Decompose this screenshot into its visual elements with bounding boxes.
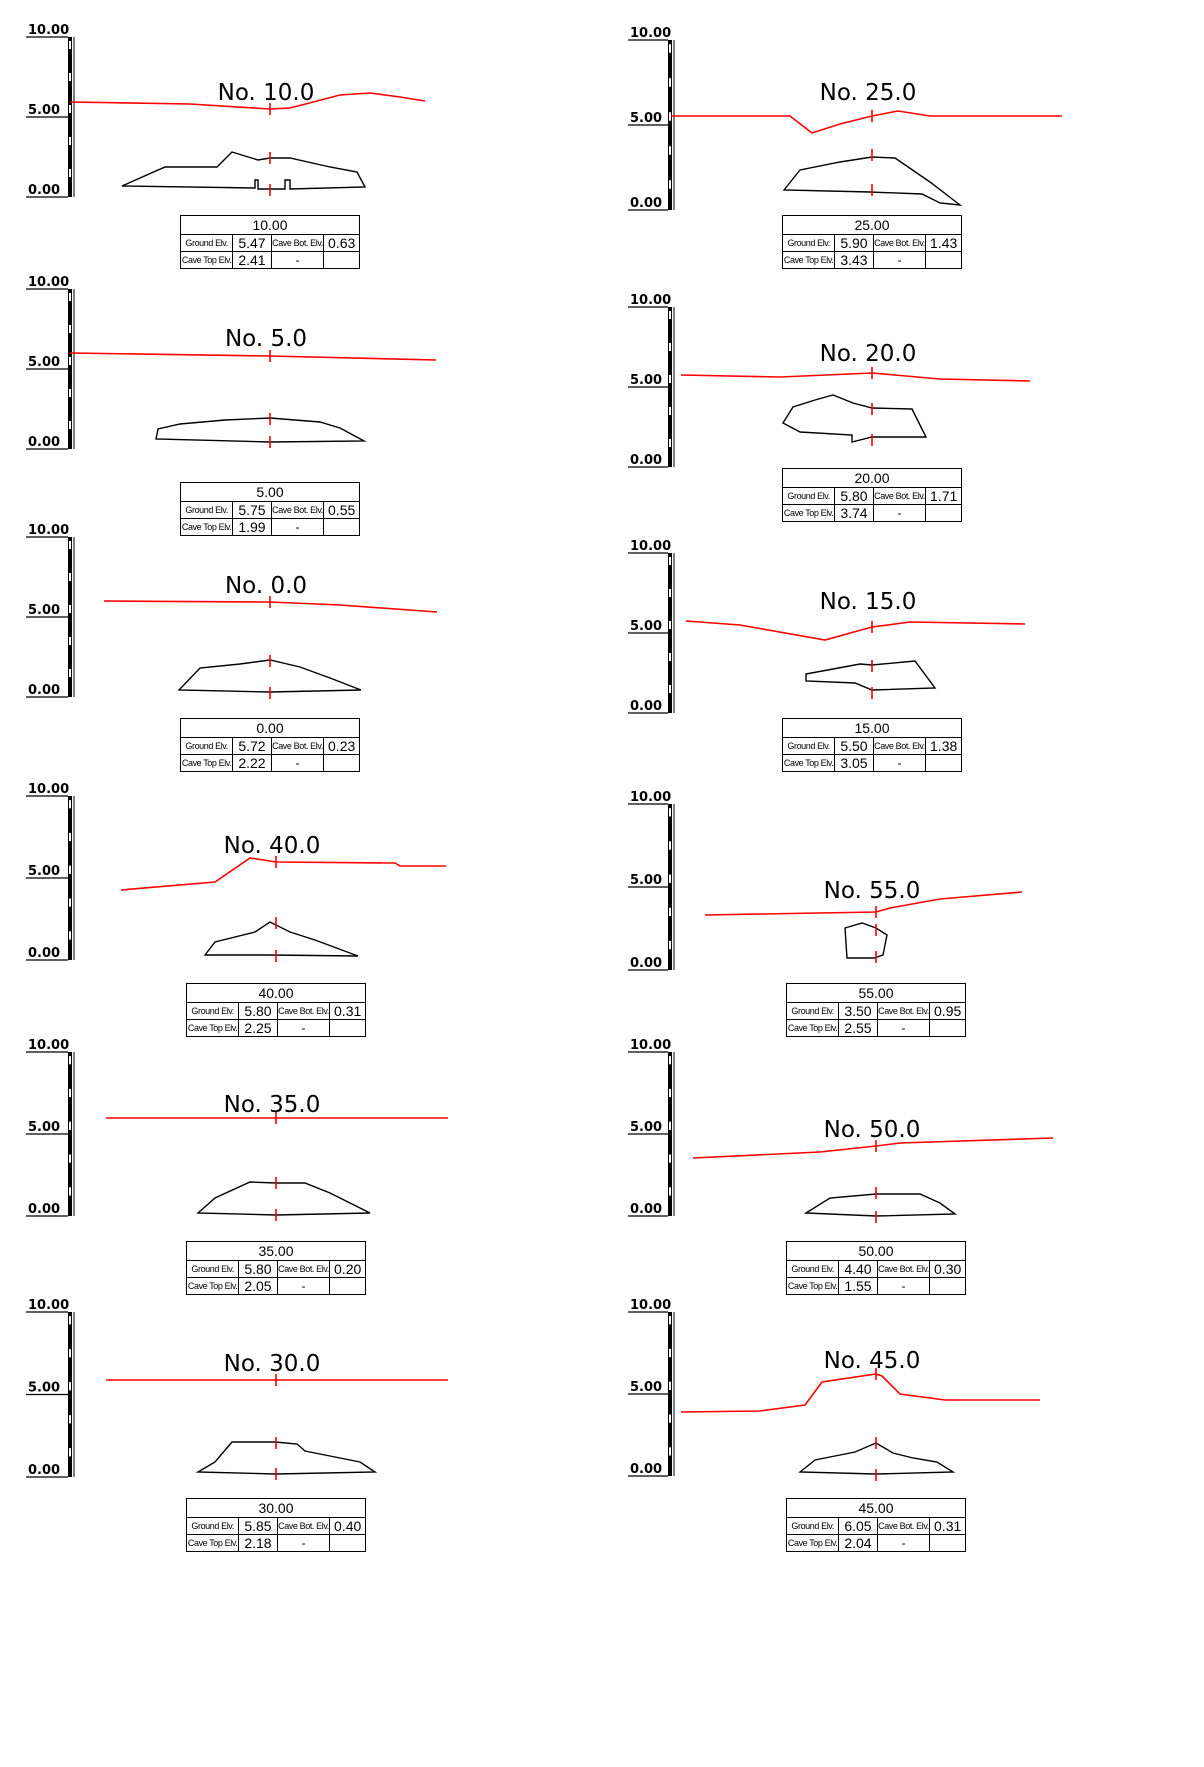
cave-top-elv-label: Cave Top Elv.	[187, 1020, 239, 1037]
cave-bot-elv-value: 1.71	[926, 488, 962, 505]
station-header: 25.00	[783, 216, 962, 235]
cross-section-panel	[628, 288, 1188, 520]
section-title: No. 30.0	[223, 1351, 321, 1377]
empty-value-dash: -	[873, 252, 926, 269]
scale-tick-label: 0.00	[630, 1202, 663, 1217]
cross-section-drawing	[628, 534, 1188, 718]
scale-bar-dash	[669, 653, 671, 661]
scale-bar-dash	[669, 375, 671, 383]
cave-top-elv-label: Cave Top Elv.	[783, 252, 835, 269]
scale-bar-dash	[669, 311, 671, 319]
empty-value-dash: -	[873, 505, 926, 522]
cross-section-panel	[26, 18, 586, 267]
scale-tick-label: 0.00	[28, 183, 61, 198]
cave-top-elv-value: 2.41	[233, 252, 271, 269]
scale-bar-dash	[669, 1056, 671, 1064]
scale-bar-dash	[69, 389, 71, 397]
cave-top-elv-label: Cave Top Elv.	[783, 505, 835, 522]
cross-section-panel	[628, 18, 1188, 267]
cave-bot-elv-label: Cave Bot. Elv.	[877, 1003, 930, 1020]
scale-bar-dash	[69, 1316, 71, 1324]
cross-section-drawing	[628, 1294, 1188, 1498]
scale-bar-dash	[669, 1349, 671, 1357]
cave-outline	[198, 1442, 375, 1474]
section-info-table	[782, 468, 962, 522]
scale-tick-label: 10.00	[630, 1038, 672, 1053]
ground-elv-label: Ground Elv.	[181, 502, 233, 519]
scale-tick-label: 5.00	[630, 373, 663, 388]
cave-outline	[845, 923, 887, 958]
scale-bar-dash	[669, 621, 671, 629]
cave-top-elv-label: Cave Top Elv.	[783, 755, 835, 772]
scale-bar-dash	[69, 325, 71, 333]
section-info-table	[180, 718, 360, 772]
cave-outline	[156, 418, 364, 442]
cave-top-elv-value: 3.43	[835, 252, 873, 269]
cave-outline	[198, 1182, 370, 1215]
cave-top-elv-label: Cave Top Elv.	[787, 1278, 839, 1295]
scale-bar-dash	[69, 1349, 71, 1357]
station-header: 35.00	[187, 1242, 366, 1261]
station-header: 0.00	[181, 719, 360, 738]
scale-bar-dash	[69, 931, 71, 939]
cave-bot-elv-value: 0.23	[324, 738, 360, 755]
ground-elv-value: 3.50	[839, 1003, 877, 1020]
cave-top-elv-label: Cave Top Elv.	[181, 519, 233, 536]
cave-top-elv-label: Cave Top Elv.	[787, 1020, 839, 1037]
scale-bar-dash	[669, 1415, 671, 1423]
scale-bar-dash	[69, 41, 71, 49]
scale-bar-dash	[69, 573, 71, 581]
section-info-table	[786, 1498, 966, 1552]
cave-top-elv-value: 3.05	[835, 755, 873, 772]
cave-bot-elv-value: 1.43	[926, 235, 962, 252]
cave-bot-elv-label: Cave Bot. Elv.	[873, 738, 926, 755]
empty-cell	[930, 1278, 966, 1295]
section-title: No. 55.0	[823, 878, 921, 904]
cross-section-panel	[26, 1294, 586, 1550]
scale-bar-dash	[669, 439, 671, 447]
section-title: No. 25.0	[819, 80, 917, 106]
ground-elv-value: 5.85	[239, 1518, 277, 1535]
scale-bar-dash	[69, 1187, 71, 1195]
ground-elv-value: 4.40	[839, 1261, 877, 1278]
station-header: 5.00	[181, 483, 360, 502]
scale-tick-label: 0.00	[28, 946, 61, 961]
section-title: No. 10.0	[217, 80, 315, 106]
cross-section-panel	[628, 786, 1188, 1035]
empty-value-dash: -	[277, 1278, 330, 1295]
scale-tick-label: 10.00	[28, 782, 70, 797]
cave-outline	[205, 922, 358, 956]
section-title: No. 20.0	[819, 341, 917, 367]
scale-tick-label: 0.00	[28, 1463, 61, 1478]
scale-bar-dash	[669, 875, 671, 883]
scale-bar-dash	[69, 1155, 71, 1163]
scale-tick-label: 5.00	[28, 1120, 61, 1135]
scale-bar-dash	[669, 180, 671, 189]
cave-bot-elv-value: 1.38	[926, 738, 962, 755]
scale-bar-dash	[69, 1448, 71, 1456]
empty-value-dash: -	[271, 755, 324, 772]
empty-cell	[930, 1535, 966, 1552]
cave-outline	[806, 661, 935, 690]
cave-bot-elv-value: 0.55	[324, 502, 360, 519]
cross-section-panel	[26, 1034, 586, 1293]
scale-tick-label: 0.00	[28, 435, 61, 450]
ground-profile-line	[121, 858, 446, 890]
section-title: No. 5.0	[224, 326, 308, 352]
scale-bar-dash	[69, 1122, 71, 1130]
station-header: 40.00	[187, 984, 366, 1003]
cave-top-elv-label: Cave Top Elv.	[181, 252, 233, 269]
scale-bar-dash	[669, 407, 671, 415]
scale-bar-dash	[69, 899, 71, 907]
empty-cell	[324, 252, 360, 269]
empty-value-dash: -	[271, 252, 324, 269]
cross-section-panel	[26, 272, 586, 534]
empty-cell	[330, 1535, 366, 1552]
empty-cell	[926, 755, 962, 772]
scale-tick-label: 5.00	[630, 873, 663, 888]
ground-elv-value: 5.80	[835, 488, 873, 505]
scale-bar-dash	[69, 800, 71, 808]
scale-tick-label: 5.00	[630, 619, 663, 634]
cave-top-elv-value: 2.18	[239, 1535, 277, 1552]
empty-cell	[330, 1278, 366, 1295]
section-title: No. 40.0	[223, 833, 321, 859]
scale-tick-label: 0.00	[28, 683, 61, 698]
cave-bot-elv-value: 0.31	[330, 1003, 366, 1020]
scale-bar-dash	[669, 343, 671, 351]
scale-tick-label: 5.00	[28, 603, 61, 618]
cave-bot-elv-label: Cave Bot. Elv.	[873, 488, 926, 505]
cross-section-drawing	[26, 18, 586, 215]
cave-bot-elv-value: 0.30	[930, 1261, 966, 1278]
empty-value-dash: -	[277, 1535, 330, 1552]
empty-value-dash: -	[277, 1020, 330, 1037]
empty-value-dash: -	[877, 1278, 930, 1295]
cross-section-drawing	[628, 18, 1188, 215]
cave-outline	[122, 152, 365, 189]
scale-bar-dash	[669, 1122, 671, 1130]
ground-elv-label: Ground Elv.	[783, 488, 835, 505]
scale-bar-dash	[69, 833, 71, 841]
scale-tick-label: 5.00	[28, 1380, 61, 1396]
ground-profile-line	[671, 111, 1062, 133]
cave-top-elv-label: Cave Top Elv.	[187, 1535, 239, 1552]
ground-elv-value: 5.75	[233, 502, 271, 519]
station-header: 30.00	[187, 1499, 366, 1518]
section-title: No. 15.0	[819, 589, 917, 615]
section-info-table	[782, 215, 962, 269]
cross-section-panel	[26, 778, 586, 1035]
ground-profile-line	[681, 373, 1030, 381]
station-header: 45.00	[787, 1499, 966, 1518]
scale-bar-dash	[69, 1056, 71, 1064]
scale-bar-dash	[669, 1089, 671, 1097]
section-info-table	[186, 1241, 366, 1295]
scale-bar-dash	[69, 866, 71, 874]
cave-outline	[806, 1194, 955, 1216]
cave-bot-elv-value: 0.40	[330, 1518, 366, 1535]
cross-section-panel	[26, 518, 586, 770]
ground-elv-label: Ground Elv.	[787, 1518, 839, 1535]
cave-bot-elv-label: Cave Bot. Elv.	[271, 235, 324, 252]
cross-section-drawing	[628, 288, 1188, 468]
ground-elv-label: Ground Elv.	[181, 235, 233, 252]
cave-bot-elv-label: Cave Bot. Elv.	[277, 1518, 330, 1535]
scale-bar-dash	[69, 541, 71, 549]
scale-tick-label: 5.00	[630, 1380, 663, 1395]
station-header: 55.00	[787, 984, 966, 1003]
scale-bar-dash	[669, 78, 671, 87]
cave-top-elv-value: 2.05	[239, 1278, 277, 1295]
scale-bar-dash	[69, 421, 71, 429]
cave-bot-elv-label: Cave Bot. Elv.	[877, 1518, 930, 1535]
ground-profile-line	[70, 353, 436, 360]
scale-tick-label: 0.00	[630, 1462, 663, 1477]
ground-elv-label: Ground Elv.	[783, 738, 835, 755]
cross-section-drawing	[26, 518, 586, 718]
scale-bar-dash	[69, 73, 71, 81]
scale-bar-dash	[669, 808, 671, 816]
ground-profile-line	[686, 621, 1025, 640]
scale-bar-dash	[69, 169, 71, 177]
ground-elv-label: Ground Elv.	[187, 1261, 239, 1278]
cross-section-drawing	[628, 1034, 1188, 1241]
cave-top-elv-value: 2.55	[839, 1020, 877, 1037]
cross-section-panel	[628, 1034, 1188, 1293]
ground-elv-value: 5.80	[239, 1003, 277, 1020]
scale-tick-label: 0.00	[630, 453, 663, 468]
scale-bar-dash	[69, 605, 71, 613]
cave-top-elv-value: 2.25	[239, 1020, 277, 1037]
cave-top-elv-label: Cave Top Elv.	[187, 1278, 239, 1295]
cave-bot-elv-value: 0.95	[930, 1003, 966, 1020]
section-info-table	[786, 983, 966, 1037]
scale-bar-dash	[669, 1382, 671, 1390]
cross-section-drawing	[26, 1294, 586, 1498]
scale-bar-dash	[669, 685, 671, 693]
ground-elv-value: 5.72	[233, 738, 271, 755]
scale-tick-label: 0.00	[630, 699, 663, 714]
scale-tick-label: 5.00	[28, 103, 61, 118]
scale-tick-label: 10.00	[28, 523, 70, 538]
ground-elv-value: 5.80	[239, 1261, 277, 1278]
cross-section-drawing	[628, 786, 1188, 983]
station-header: 15.00	[783, 719, 962, 738]
section-title: No. 50.0	[823, 1117, 921, 1143]
cave-outline	[783, 395, 926, 442]
cross-section-drawing	[26, 1034, 586, 1241]
cave-top-elv-value: 2.04	[839, 1535, 877, 1552]
scale-bar-dash	[669, 908, 671, 916]
scale-bar-dash	[669, 589, 671, 597]
scale-tick-label: 5.00	[630, 111, 663, 126]
scale-tick-label: 10.00	[630, 26, 672, 41]
empty-value-dash: -	[877, 1535, 930, 1552]
scale-tick-label: 10.00	[28, 275, 70, 290]
scale-bar-dash	[669, 1447, 671, 1455]
scale-bar-dash	[69, 1089, 71, 1097]
scale-bar-dash	[69, 293, 71, 301]
cave-bot-elv-label: Cave Bot. Elv.	[271, 502, 324, 519]
station-header: 10.00	[181, 216, 360, 235]
section-info-table	[186, 1498, 366, 1552]
section-title: No. 0.0	[224, 573, 308, 599]
ground-elv-label: Ground Elv.	[181, 738, 233, 755]
scale-tick-label: 10.00	[630, 790, 672, 805]
scale-tick-label: 0.00	[630, 196, 663, 211]
scale-bar-dash	[669, 557, 671, 565]
cave-bot-elv-value: 0.63	[324, 235, 360, 252]
cross-section-panel	[628, 534, 1188, 770]
scale-bar-dash	[69, 1415, 71, 1423]
scale-bar-dash	[669, 146, 671, 155]
empty-cell	[926, 505, 962, 522]
cave-outline	[784, 157, 960, 205]
scale-bar-dash	[69, 637, 71, 645]
scale-tick-label: 10.00	[630, 539, 672, 554]
section-title: No. 35.0	[223, 1092, 321, 1118]
cross-section-drawing	[26, 272, 586, 482]
cave-top-elv-value: 1.55	[839, 1278, 877, 1295]
scale-tick-label: 10.00	[28, 23, 70, 38]
ground-elv-label: Ground Elv.	[783, 235, 835, 252]
station-header: 20.00	[783, 469, 962, 488]
ground-profile-line	[681, 1374, 1040, 1412]
scale-bar-dash	[669, 44, 671, 53]
scale-bar-dash	[69, 357, 71, 365]
scale-bar-dash	[69, 1382, 71, 1390]
station-header: 50.00	[787, 1242, 966, 1261]
cave-bot-elv-label: Cave Bot. Elv.	[877, 1261, 930, 1278]
scale-bar-dash	[669, 112, 671, 121]
scale-tick-label: 10.00	[28, 1298, 70, 1313]
cave-bot-elv-label: Cave Bot. Elv.	[277, 1003, 330, 1020]
ground-elv-value: 5.50	[835, 738, 873, 755]
section-info-table	[180, 215, 360, 269]
scale-tick-label: 10.00	[28, 1038, 70, 1053]
scale-tick-label: 10.00	[630, 1298, 672, 1313]
ground-elv-label: Ground Elv.	[187, 1518, 239, 1535]
cave-top-elv-value: 3.74	[835, 505, 873, 522]
scale-tick-label: 0.00	[630, 956, 663, 971]
cave-bot-elv-label: Cave Bot. Elv.	[277, 1261, 330, 1278]
cross-section-panel	[628, 1294, 1188, 1550]
scale-bar-dash	[669, 841, 671, 849]
cave-bot-elv-value: 0.20	[330, 1261, 366, 1278]
scale-tick-label: 10.00	[630, 293, 672, 308]
empty-cell	[926, 252, 962, 269]
cave-bot-elv-label: Cave Bot. Elv.	[873, 235, 926, 252]
cross-section-drawing	[26, 778, 586, 983]
scale-bar-dash	[69, 137, 71, 145]
ground-elv-label: Ground Elv.	[787, 1003, 839, 1020]
scale-tick-label: 5.00	[630, 1120, 663, 1135]
scale-tick-label: 5.00	[28, 864, 61, 879]
scale-bar-dash	[669, 1155, 671, 1163]
empty-value-dash: -	[873, 755, 926, 772]
section-info-table	[782, 718, 962, 772]
scale-tick-label: 0.00	[28, 1202, 61, 1217]
ground-elv-value: 6.05	[839, 1518, 877, 1535]
section-info-table	[786, 1241, 966, 1295]
scale-bar-dash	[669, 941, 671, 949]
section-title: No. 45.0	[823, 1348, 921, 1374]
cave-top-elv-label: Cave Top Elv.	[787, 1535, 839, 1552]
scale-bar-dash	[69, 669, 71, 677]
ground-elv-value: 5.90	[835, 235, 873, 252]
section-info-table	[186, 983, 366, 1037]
cave-top-elv-label: Cave Top Elv.	[181, 755, 233, 772]
scale-tick-label: 5.00	[28, 355, 61, 370]
cave-bot-elv-label: Cave Bot. Elv.	[271, 738, 324, 755]
cave-top-elv-value: 1.99	[233, 519, 271, 536]
ground-elv-label: Ground Elv.	[187, 1003, 239, 1020]
empty-value-dash: -	[271, 519, 324, 536]
cave-top-elv-value: 2.22	[233, 755, 271, 772]
scale-bar-dash	[69, 105, 71, 113]
scale-bar-dash	[669, 1316, 671, 1324]
ground-elv-value: 5.47	[233, 235, 271, 252]
ground-elv-label: Ground Elv.	[787, 1261, 839, 1278]
empty-value-dash: -	[877, 1020, 930, 1037]
cave-bot-elv-value: 0.31	[930, 1518, 966, 1535]
empty-cell	[324, 755, 360, 772]
scale-bar-dash	[669, 1187, 671, 1195]
